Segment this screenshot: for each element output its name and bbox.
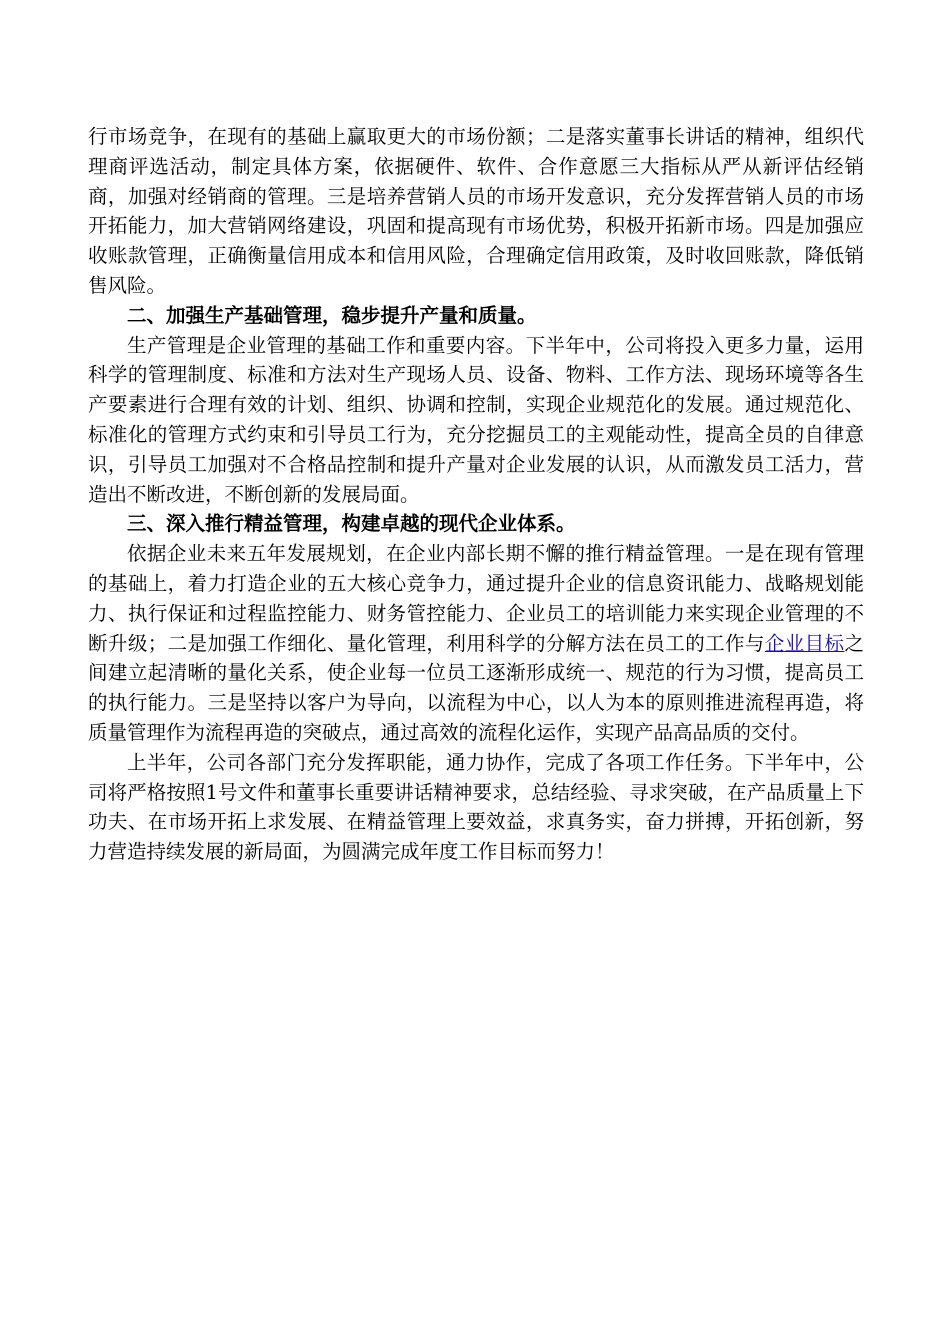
section-heading-lean: 三、深入推行精益管理，构建卓越的现代企业体系。 bbox=[127, 512, 576, 536]
enterprise-goal-link[interactable]: 企业目标 bbox=[764, 631, 845, 655]
paragraph-lean bbox=[88, 539, 864, 748]
paragraph-lean-text-after: 之间建立起清晰的量化关系，使企业每一位员工逐渐形成统一、规范的行为习惯，提高员工的执行能力。三是坚持以客户为导向，以流程为中心，以人为本的原则推进流程再造，将质量管理作为流程再造的突破点，通过高效的流程化运作，实现产品高品质的交付。 bbox=[88, 631, 864, 744]
paragraph-lean-text-before: 依据企业未来五年发展规划，在企业内部长期不懈的推行精益管理。一是在现有管理的基础上，着力打造企业的五大核心竞争力，通过提升企业的信息资讯能力、战略规划能力、执行保证和过程监控能力、财务管控能力、企业员工的培训能力来实现企业管理的不断升级；二是加强工作细化、量化管理，利用科学的分解方法在员工的工作与 bbox=[88, 542, 864, 655]
section-heading-production: 二、加强生产基础管理，稳步提升产量和质量。 bbox=[127, 303, 537, 327]
paragraph-marketing-continued: 行市场竞争，在现有的基础上赢取更大的市场份额；二是落实董事长讲话的精神，组织代理商评选活动，制定具体方案，依据硬件、软件、合作意愿三大指标从严从新评估经销商，加强对经销商的管理。三是培养营销人员的市场开发意识，充分发挥营销人员的市场开拓能力，加大营销网络建设，巩固和提高现有市场优势，积极开拓新市场。四是加强应收账款管理，正确衡量信用成本和信用风险，合理确定信用政策，及时收回账款，降低销售风险。 bbox=[88, 125, 864, 297]
paragraph-conclusion: 上半年，公司各部门充分发挥职能，通力协作，完成了各项工作任务。下半年中，公司将严格按照1号文件和董事长重要讲话精神要求，总结经验、寻求突破，在产品质量上下功夫、在市场开拓上求发展、在精益管理上要效益，求真务实，奋力拼搏，开拓创新，努力营造持续发展的新局面，为圆满完成年度工作目标而努力！ bbox=[88, 750, 864, 864]
document-page bbox=[88, 122, 864, 867]
paragraph-production: 生产管理是企业管理的基础工作和重要内容。下半年中，公司将投入更多力量，运用科学的管理制度、标准和方法对生产现场人员、设备、物料、工作方法、现场环境等各生产要素进行合理有效的计划、组织、协调和控制，实现企业规范化的发展。通过规范化、标准化的管理方式约束和引导员工行为，充分挖掘员工的主观能动性，提高全员的自律意识，引导员工加强对不合格品控制和提升产量对企业发展的认识，从而激发员工活力，营造出不断改进，不断创新的发展局面。 bbox=[88, 333, 864, 506]
